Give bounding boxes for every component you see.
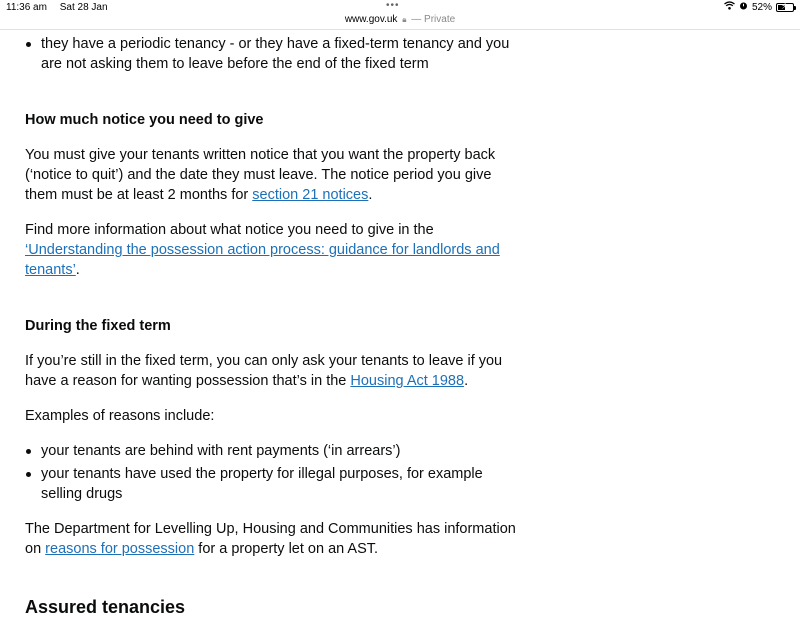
paragraph-notice-2: Find more information about what notice you need to give in the ‘Understanding the possession action process: guidance for landlords and tenants’. <box>25 222 500 278</box>
status-left <box>6 2 118 13</box>
wifi-icon <box>724 1 735 13</box>
paragraph-department: The Department for Levelling Up, Housing and Communities has information on reasons for possession for a property let on an AST. <box>25 521 516 557</box>
url-bar[interactable] <box>0 14 800 30</box>
status-time: 11:36 am <box>6 2 47 13</box>
paragraph-fixed-1: If you’re still in the fixed term, you can only ask your tenants to leave if you have a reason for wanting possession that’s in the Housing Act 1988. <box>25 353 503 389</box>
heading-fixed-term: During the fixed term <box>25 318 171 334</box>
list-item: they have a periodic tenancy - or they have a fixed-term tenancy and you are not asking them to leave before the end of the fixed term <box>25 34 525 74</box>
battery-percent: 52% <box>751 1 772 13</box>
private-label: — Private <box>411 14 456 25</box>
charging-icon: ⚡ <box>781 0 788 11</box>
main-content <box>25 34 525 619</box>
list-item: your tenants have used the property for illegal purposes, for example selling drugs <box>25 464 525 504</box>
guidance-link[interactable]: ‘Understanding the possession action process: guidance for landlords and tenants’ <box>25 242 500 278</box>
lock-icon: 🔒︎ <box>402 15 407 24</box>
url-text[interactable]: www.gov.uk <box>344 14 398 25</box>
alarm-icon <box>739 1 748 13</box>
status-date: Sat 28 Jan <box>59 2 108 13</box>
heading-notice: How much notice you need to give <box>25 112 264 128</box>
more-dots-icon[interactable]: ••• <box>386 0 400 11</box>
paragraph-examples: Examples of reasons include: <box>25 408 215 424</box>
reasons-list <box>25 441 525 504</box>
section-21-link[interactable]: section 21 notices <box>252 187 369 203</box>
list-item: your tenants are behind with rent payments (‘in arrears’) <box>25 441 525 461</box>
reasons-for-possession-link[interactable]: reasons for possession <box>45 541 195 557</box>
housing-act-link[interactable]: Housing Act 1988 <box>350 373 465 389</box>
status-right <box>724 1 794 13</box>
battery-icon <box>776 0 794 12</box>
bullet-list-top <box>25 34 525 74</box>
paragraph-notice-1: You must give your tenants written notice that you want the property back (‘notice to quit’) and the date they must leave. The notice period you give them must be at least 2 months for section 21 notices. <box>25 147 496 203</box>
status-bar <box>0 0 800 14</box>
heading-assured-tenancies: Assured tenancies <box>25 597 186 617</box>
